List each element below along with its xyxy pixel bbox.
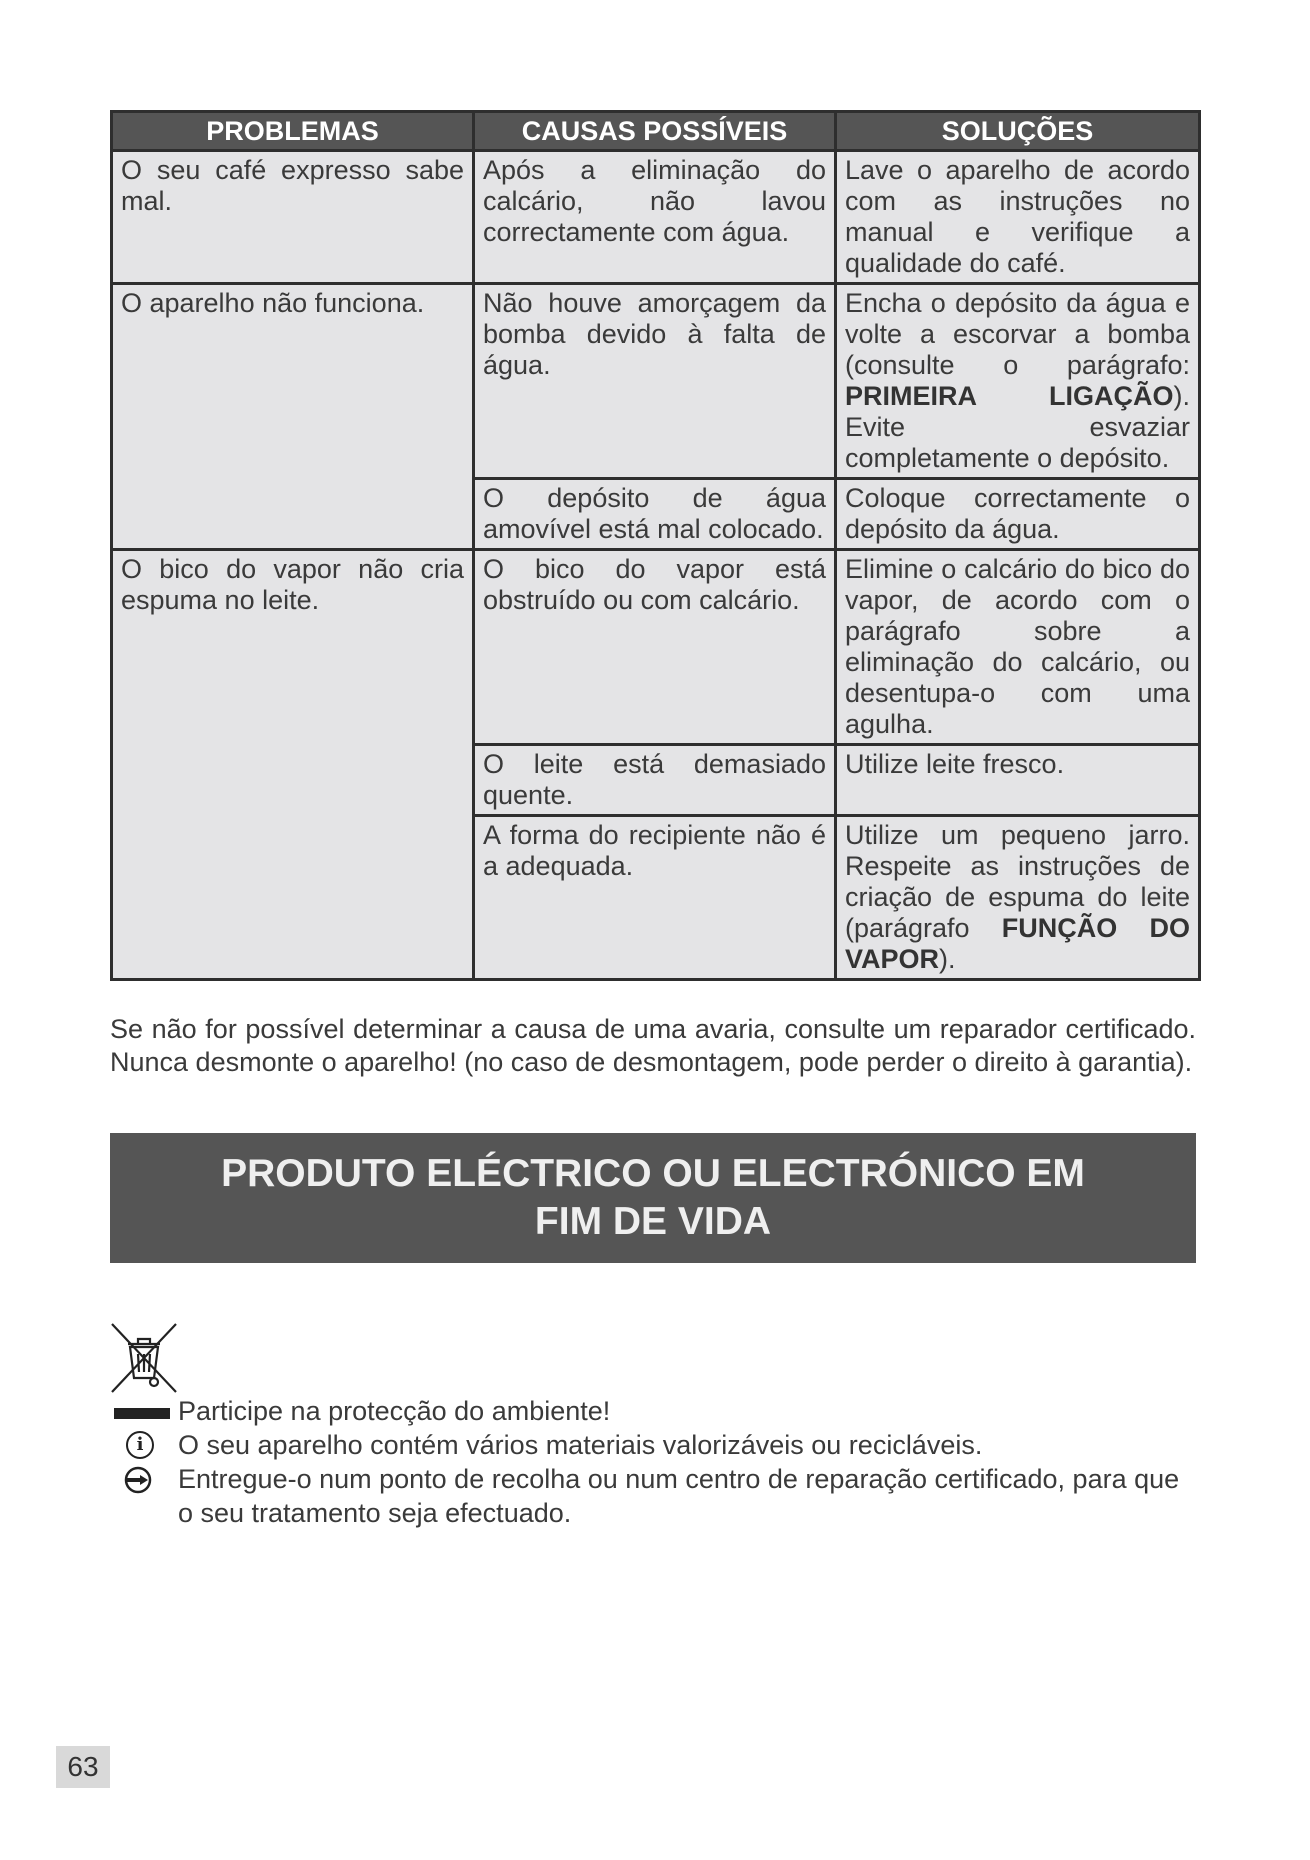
- solution-cell: [836, 816, 1200, 980]
- header-problems: PROBLEMAS: [112, 112, 474, 151]
- environment-text: Participe na protecção do ambiente!: [178, 1396, 611, 1426]
- section-banner: [110, 1133, 1196, 1263]
- banner-title-line1: PRODUTO ELÉCTRICO OU ELECTRÓNICO EM: [221, 1152, 1085, 1195]
- table-row: [112, 284, 1200, 479]
- header-solutions: SOLUÇÕES: [836, 112, 1200, 151]
- list-item: [112, 1428, 1198, 1462]
- solution-cell: Utilize leite fresco.: [836, 745, 1200, 816]
- solution-text: ). Evite esvaziar completamente o depósito.: [845, 381, 1190, 473]
- problem-cell: O bico do vapor não cria espuma no leite.: [112, 550, 474, 980]
- solution-text: Encha o depósito da água e volte a escorvar a bomba (consulte o parágrafo:: [845, 288, 1190, 380]
- environment-text: O seu aparelho contém vários materiais valorizáveis ou recicláveis.: [178, 1430, 983, 1460]
- environment-section: [112, 1394, 1198, 1530]
- cause-cell: O depósito de água amovível está mal colocado.: [474, 479, 836, 550]
- crossed-out-wheelie-bin-icon: [108, 1322, 180, 1394]
- black-bar-icon: [112, 1394, 172, 1428]
- solution-cell: Elimine o calcário do bico do vapor, de acordo com o parágrafo sobre a eliminação do calcário, ou desentupa-o com uma agulha.: [836, 550, 1200, 745]
- solution-cell: [836, 284, 1200, 479]
- table-row: [112, 550, 1200, 745]
- cause-cell: Não houve amorçagem da bomba devido à falta de água.: [474, 284, 836, 479]
- solution-text: ).: [939, 944, 956, 974]
- solution-cell: Coloque correctamente o depósito da água.: [836, 479, 1200, 550]
- cause-cell: Após a eliminação do calcário, não lavou correctamente com água.: [474, 151, 836, 284]
- solution-cell: Lave o aparelho de acordo com as instruções no manual e verifique a qualidade do café.: [836, 151, 1200, 284]
- cause-cell: O leite está demasiado quente.: [474, 745, 836, 816]
- section-reference: FUNÇÃO DO VAPOR: [845, 913, 1190, 974]
- problem-cell: O seu café expresso sabe mal.: [112, 151, 474, 284]
- header-causes: CAUSAS POSSÍVEIS: [474, 112, 836, 151]
- info-icon: i: [126, 1431, 154, 1459]
- section-reference: PRIMEIRA LIGAÇÃO: [845, 381, 1174, 411]
- list-item: [112, 1394, 1198, 1428]
- banner-title-line2: FIM DE VIDA: [534, 1200, 772, 1243]
- arrow-right-circle-icon: [124, 1466, 152, 1494]
- warranty-note: Se não for possível determinar a causa de uma avaria, consulte um reparador certificado. Nunca desmonte o aparelho! (no caso de desmontagem, pode perder o direito à garantia).: [110, 1014, 1196, 1077]
- table-row: [112, 151, 1200, 284]
- page-number: 63: [56, 1746, 110, 1788]
- cause-cell: O bico do vapor está obstruído ou com calcário.: [474, 550, 836, 745]
- troubleshooting-table: [110, 110, 1201, 981]
- problem-cell: O aparelho não funciona.: [112, 284, 474, 550]
- list-item: [112, 1462, 1198, 1530]
- cause-cell: A forma do recipiente não é a adequada.: [474, 816, 836, 980]
- environment-text: Entregue-o num ponto de recolha ou num centro de reparação certificado, para que o seu tratamento seja efectuado.: [178, 1464, 1180, 1528]
- solution-text: Utilize um pequeno jarro. Respeite as instruções de criação de espuma do leite (parágrafo: [845, 820, 1190, 943]
- table-header-row: [112, 112, 1200, 151]
